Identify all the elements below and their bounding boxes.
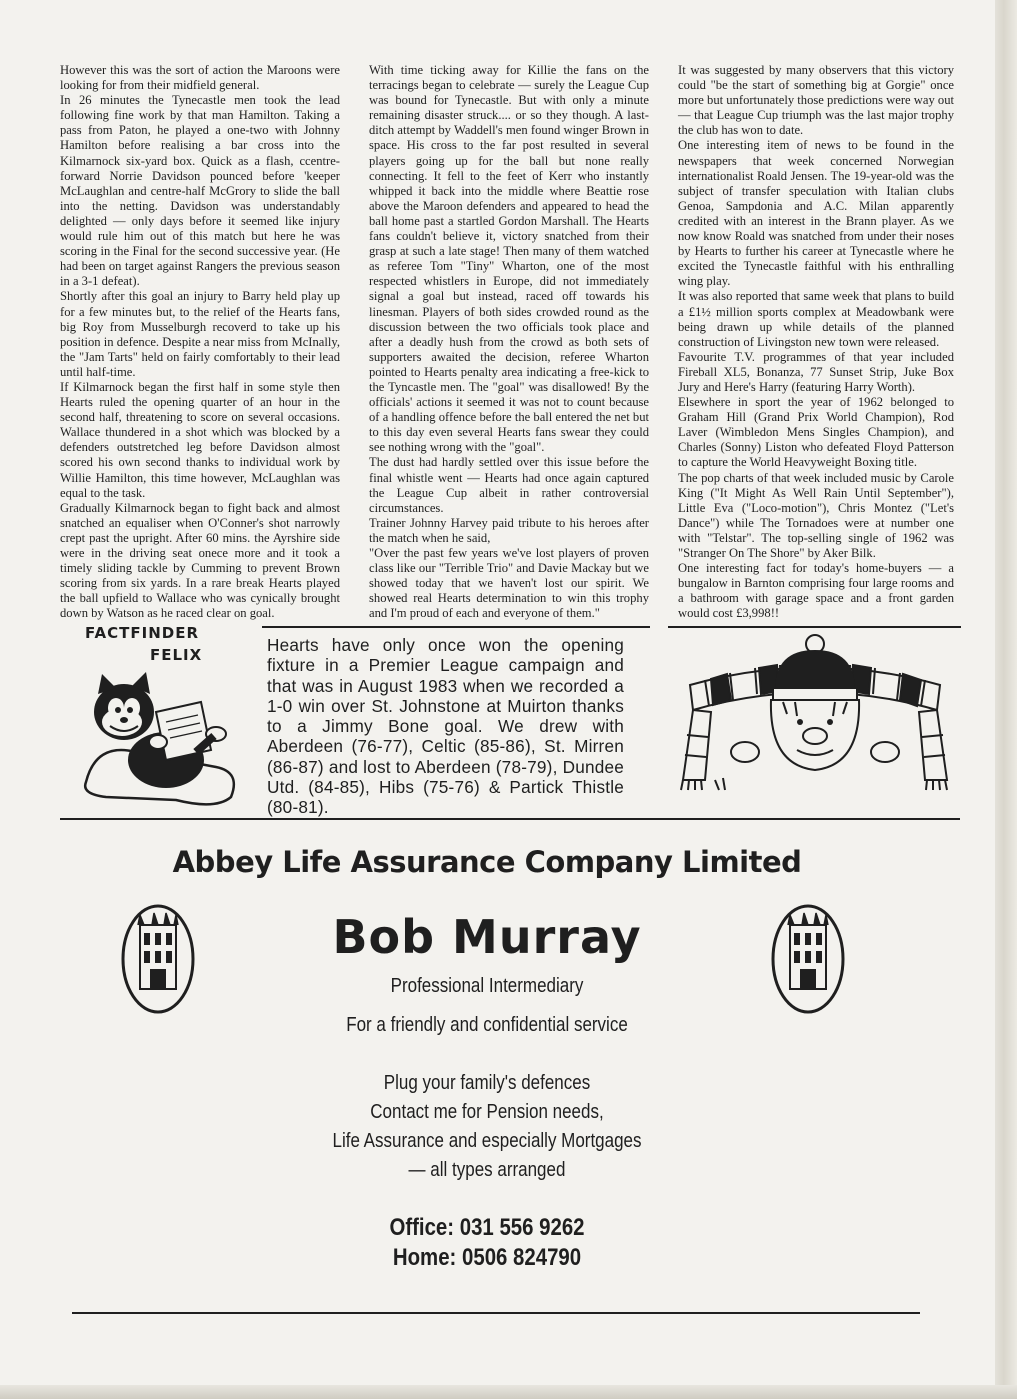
advert-agent-name: Bob Murray: [332, 910, 642, 964]
article-paragraph: It was also reported that same week that plans to build a £1½ million sports complex at Meadowbank were being drawn up while details of the planned construction of Livingston new town were released.: [678, 289, 954, 349]
factfinder-text: Hearts have only once won the opening fixture in a Premier League campaign and that was in August 1983 when we recorded a 1-0 win over St. Johnstone at Muirton thanks to a Jimmy Bone goal. We drew with Aberdeen (76-77), Celtic (85-86), St. Mirren (86-87) and lost to Aberdeen (78-79), Dundee Utd. (84-85), Hibs (75-76) & Partick Thistle (80-81).: [267, 635, 624, 818]
article-paragraph: One interesting item of news to be found in the newspapers that week concerned Norwegian internationalist Roald Jensen. The 19-year-old was the subject of transfer speculation with Italian clubs Genoa, Sampdonia and A.C. Milan apparently credited with an interest in the Brann player. As we now know Roald was snatched from under their noses by Hearts to further his career at Tynecastle where he excited the Tynecastle faithful with his enthralling wing play.: [678, 138, 954, 289]
bottom-rule: [72, 1312, 920, 1314]
advert-pitch-line: Contact me for Pension needs,: [370, 1101, 604, 1123]
article-paragraph: Shortly after this goal an injury to Barry held play up for a few minutes but, to the relief of the Hearts fans, big Roy from Musselburgh recoverd to take up his position in defence. Despite a near miss from McInally, the "Jam Tarts" held on fairly comfortably to their lead until half-time.: [60, 289, 340, 379]
advert-pitch-line: Life Assurance and especially Mortgages: [332, 1130, 642, 1152]
article-paragraph: In 26 minutes the Tynecastle men took the lead following fine work by that man Hamilton. Taking a pass from Paton, he played a one-two with Johnny Hamilton before realising a bar cross into the Kilmarnock six-yard box. Quick as a flash, ccentre-forward Norrie Davidson pounced before 'keeper McLaughlan and centre-half McGrory to slide the ball into the netting. Davidson was understandably delighted — only days before it seemed like injury would rule him out of this match but here he was scoring in the Final for the second successive year. (He had been on target against Rangers the previous season in a 3-1 defeat).: [60, 93, 340, 289]
article-paragraph: Elsewhere in sport the year of 1962 belonged to Graham Hill (Grand Prix World Champion), Rod Laver (Wimbledon Mens Singles Champion), and Charles (Sonny) Liston who defeated Floyd Patterson to capture the World Heavyweight Boxing title.: [678, 395, 954, 470]
factfinder-top-rule: [262, 626, 650, 628]
felix-title: FELIX: [150, 646, 203, 664]
article-column-2: [369, 63, 649, 621]
advert-company-name: Abbey Life Assurance Company Limited: [172, 845, 802, 879]
article-paragraph: However this was the sort of action the Maroons were looking for from their midfield general.: [60, 63, 340, 93]
page-bottom-edge: [0, 1385, 1017, 1399]
advert-pitch-line: Plug your family's defences: [383, 1072, 591, 1094]
page-binding-edge: [995, 0, 1017, 1399]
advert-role: Professional Intermediary: [390, 975, 584, 997]
advert-pitch-line: — all types arranged: [408, 1159, 566, 1181]
article-column-3: [678, 63, 954, 621]
article-paragraph: With time ticking away for Killie the fans on the terracings began to celebrate — surely the League Cup was bound for Tynecastle. But with only a minute remaining disaster struck.... or so they though. A last-ditch attempt by Waddell's men found winger Brown in space. His cross to the far post resulted in several players going up for the ball but none really connecting. It fell to the feet of Kerr who instantly whipped it back into the middle where Beattie rose above the Maroon defenders and appeared to head the ball home past a startled Gordon Marshall. The Hearts fans couldn't believe it, victory snatched from their grasp at such a late stage! Then many of them watched as referee Tom "Tiny" Wharton, one of the most respected whistlers in Europe, did not immediately signal a goal but instead, raced off towards his linesman. Players of both sides crowded round as the discussion between the two officials took place and after a deadly hush from the crowd as both sets of supporters awaited the decision, referee Wharton pointed to Hearts penalty area indicating a free-kick to the Tyncastle men. The "goal" was disallowed! By the officials' actions it seemed it was not to count because of a handling offence before the ball entered the net but to this day even several Hearts fans swear they could see nothing wrong with the "goal".: [369, 63, 649, 455]
article-paragraph: If Kilmarnock began the first half in some style then Hearts ruled the opening quarter of an hour in the second half, threatening to score on several occasions. Wallace thundered in a shot which was blocked by a defenders outstretched leg before Davidson almost scored his own second thanks to individual work by Willie Hamilton, this time however, McLaughlan was equal to the task.: [60, 379, 340, 500]
article-paragraph: Gradually Kilmarnock began to fight back and almost snatched an equaliser when O'Conner's shot narrowly crept past the upright. After 60 mins. the Ayrshire side were in the driving seat onece more and it took a timely sliding tackle by Cumming to prevent Brown scoring from six yards. In a rare break Hearts played the ball upfield to Wallace who was cynically brought down by Watson as he raced clear on goal.: [60, 500, 340, 621]
article-paragraph: "Over the past few years we've lost players of proven class like our "Terrible Trio" and Davie Mackay but we showed today that we haven't lost our spirit. We showed real Hearts determination to win this trophy and I'm proud of each and everyone of them.": [369, 546, 649, 621]
article-column-1: [60, 63, 340, 621]
advert-office-phone: Office: 031 556 9262: [389, 1214, 585, 1241]
scarf-fan-cartoon: [675, 630, 955, 795]
article-paragraph: It was suggested by many observers that this victory could "be the start of something big at Gorgie" once more but unfortunately those predictions were way out — that League Cup triumph was the last major trophy the club has won to date.: [678, 63, 954, 138]
article-paragraph: One interesting fact for today's home-buyers — a bungalow in Barnton comprising four large rooms and a bathroom with garage space and a front garden would cost £3,998!!: [678, 561, 954, 621]
factfinder-title: FACTFINDER: [85, 624, 200, 642]
advert-home-phone: Home: 0506 824790: [392, 1244, 582, 1271]
article-paragraph: The pop charts of that week included music by Carole King ("It Might As Well Rain Until September"), Little Eva ("Loco-motion"), Chris Montez ("Let's Dance") while The Tornadoes were at number one with "Telstar". The top-selling single of 1962 was "Stranger On The Shore" by Aker Bilk.: [678, 470, 954, 560]
article-paragraph: The dust had hardly settled over this issue before the final whistle went — Hearts had once again captured the League Cup albeit in rather controversial circumstances.: [369, 455, 649, 515]
felix-cat-cartoon: [66, 672, 246, 812]
section-divider-rule: [60, 818, 960, 820]
article-paragraph: Favourite T.V. programmes of that year included Fireball XL5, Bonanza, 77 Sunset Strip, Juke Box Jury and Here's Harry (featuring Harry Worth).: [678, 349, 954, 394]
article-paragraph: Trainer Johnny Harvey paid tribute to his heroes after the match when he said,: [369, 515, 649, 545]
advert-tagline: For a friendly and confidential service: [346, 1014, 628, 1036]
scarf-box-top-rule: [668, 626, 961, 628]
